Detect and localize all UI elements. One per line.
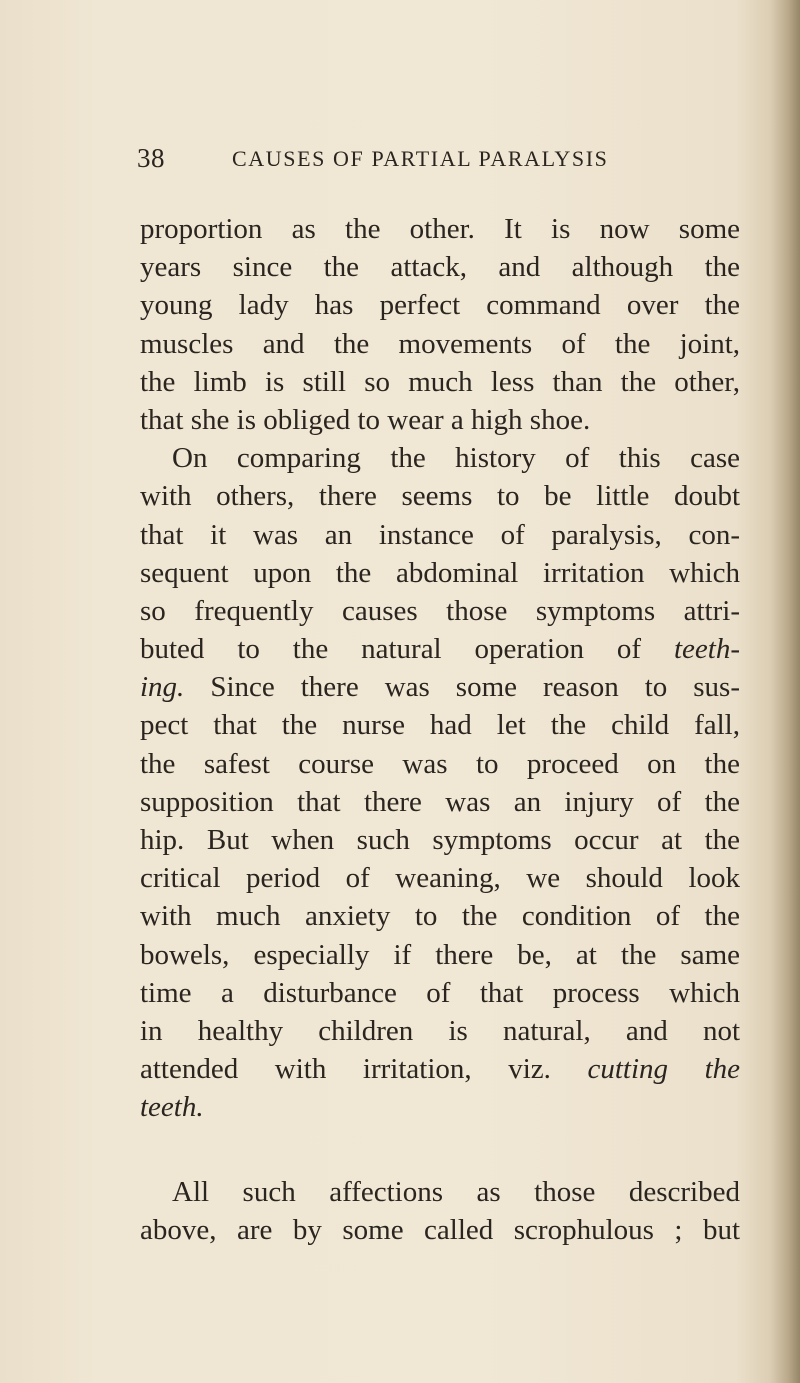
text-line: bowels, especially if there be, at the same [140, 938, 740, 971]
text-line: young lady has perfect command over the [140, 289, 740, 322]
text-line: that it was an instance of paralysis, con- [140, 518, 740, 551]
text-line: All such affections as those described [172, 1175, 740, 1208]
text-line: On comparing the history of this case [172, 442, 740, 475]
text-line: the safest course was to proceed on the [140, 747, 740, 780]
text-line: so frequently causes those symptoms attri- [140, 594, 740, 627]
paragraph-gap [140, 1127, 740, 1173]
running-head: CAUSES OF PARTIAL PARALYSIS [232, 146, 609, 171]
text-line: in healthy children is natural, and not [140, 1014, 740, 1047]
page-header [137, 143, 697, 183]
text-line: years since the attack, and although the [140, 251, 740, 284]
text-line: pect that the nurse had let the child fall, [140, 709, 740, 742]
text-line: hip. But when such symptoms occur at the [140, 824, 740, 856]
italic-text: teeth- [674, 633, 741, 666]
text-segment: buted to the natural operation of [140, 633, 642, 666]
text-line: critical period of weaning, we should look [140, 862, 740, 895]
text-line: with others, there seems to be little doubt [140, 480, 740, 513]
italic-text: teeth. [140, 1091, 204, 1124]
page-number: 38 [137, 143, 165, 173]
text-line: supposition that there was an injury of the [140, 785, 740, 818]
text-line [140, 668, 740, 706]
italic-text: cutting the [587, 1053, 741, 1086]
text-line: above, are by some called scrophulous ; but [140, 1213, 740, 1246]
page-edge-shadow [770, 0, 800, 1383]
text-line [140, 1088, 740, 1126]
text-line: proportion as the other. It is now some [140, 213, 740, 245]
text-line [140, 1050, 740, 1088]
text-line: the limb is still so much less than the other, [140, 365, 740, 398]
italic-text: ing. [140, 671, 185, 704]
text-line: time a disturbance of that process which [140, 976, 740, 1009]
text-segment: Since there was some reason to sus- [210, 671, 740, 704]
text-line: with much anxiety to the condition of the [140, 900, 740, 933]
text-line: sequent upon the abdominal irritation which [140, 556, 740, 589]
body-text [140, 210, 740, 1249]
text-line [140, 630, 740, 668]
text-line: that she is obliged to wear a high shoe. [140, 403, 591, 436]
text-line: muscles and the movements of the joint, [140, 327, 740, 360]
text-segment: attended with irritation, viz. [140, 1053, 551, 1086]
